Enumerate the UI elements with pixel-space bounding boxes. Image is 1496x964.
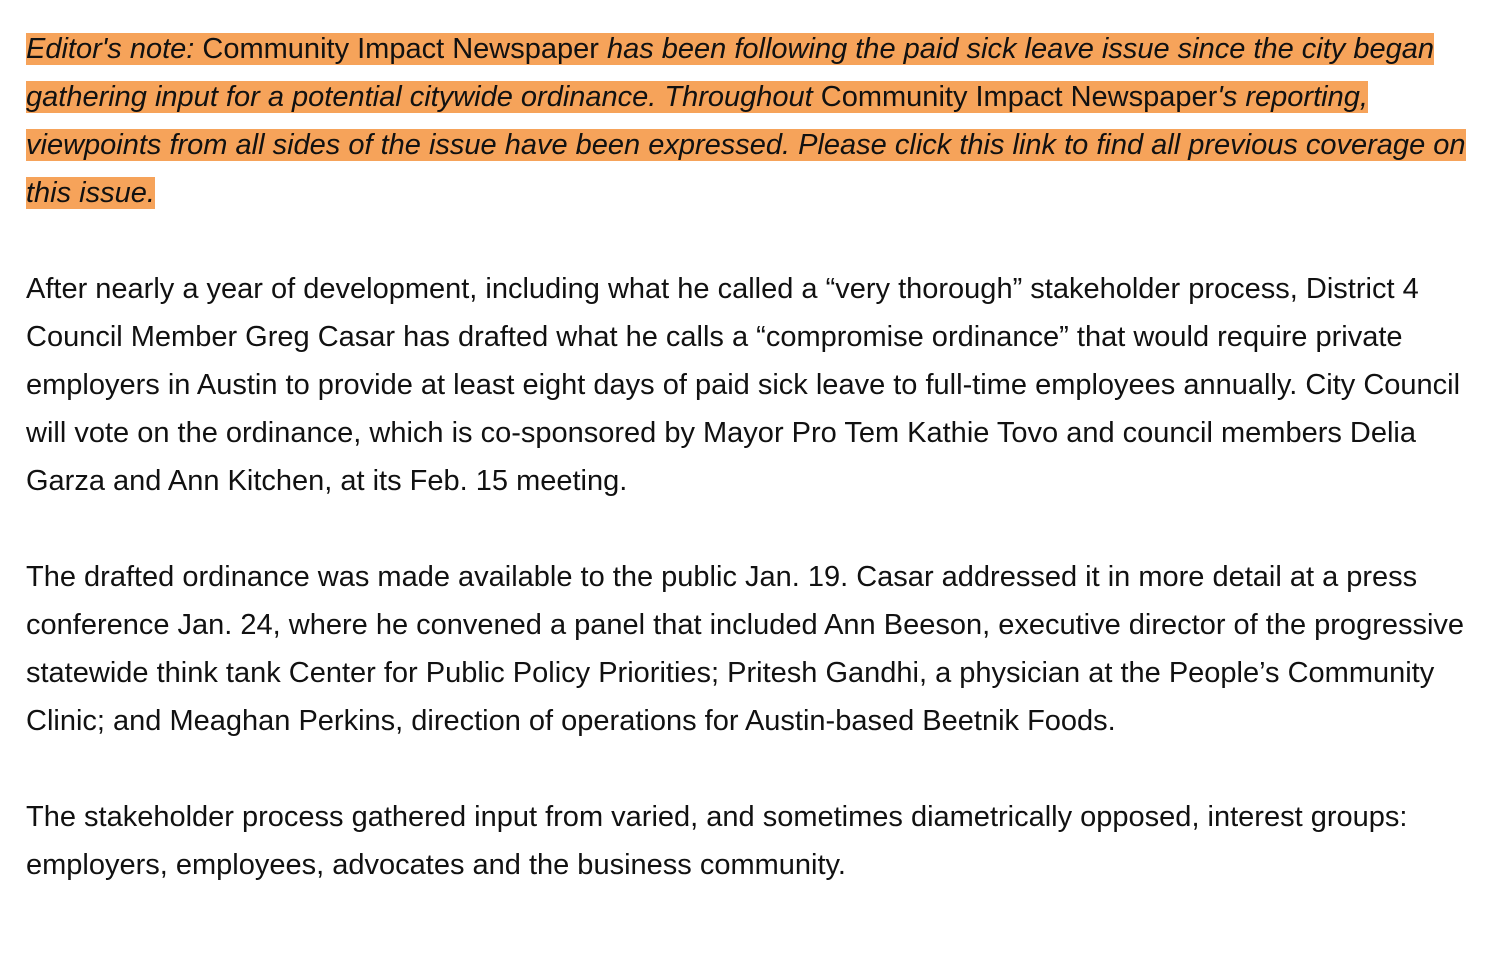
article-body — [26, 0, 1488, 889]
editors-note-text: has been following the paid sick leave issue since the city began gathering input for a potential citywide ordinance. Throughout — [26, 33, 1434, 113]
publication-name: Community Impact Newspaper — [820, 81, 1218, 113]
editors-note-label: Editor's note: — [26, 33, 195, 65]
editors-note-highlight — [26, 33, 1466, 209]
editors-note-text: 's reporting, viewpoints from all sides of the issue have been expressed. Please — [26, 81, 1368, 161]
publication-name: Community Impact Newspaper — [202, 33, 599, 65]
previous-coverage-link[interactable]: click this link — [894, 129, 1057, 161]
article-paragraph: The drafted ordinance was made available to the public Jan. 19. Casar addressed it in more detail at a press conference Jan. 24, where he convened a panel that included Ann Beeson, executive director of the progressive statewide think tank Center for Public Policy Priorities; Pritesh Gandhi, a physician at the People’s Community Clinic; and Meaghan Perkins, direction of operations for Austin-based Beetnik Foods. — [26, 561, 1465, 737]
editors-note — [26, 25, 1488, 217]
article-paragraph: After nearly a year of development, including what he called a “very thorough” stakeholder process, District 4 Council Member Greg Casar has drafted what he calls a “compromise ordinance” that would require private employers in Austin to provide at least eight days of paid sick leave to full-time employees annually. City Council will vote on the ordinance, which is co-sponsored by Mayor Pro Tem Kathie Tovo and council members Delia Garza and Ann Kitchen, at its Feb. 15 meeting. — [26, 273, 1461, 497]
editors-note-text: to find all previous coverage on this issue. — [26, 129, 1466, 209]
article-paragraph: The stakeholder process gathered input from varied, and sometimes diametrically opposed, interest groups: employers, employees, advocates and the business community. — [26, 801, 1408, 881]
